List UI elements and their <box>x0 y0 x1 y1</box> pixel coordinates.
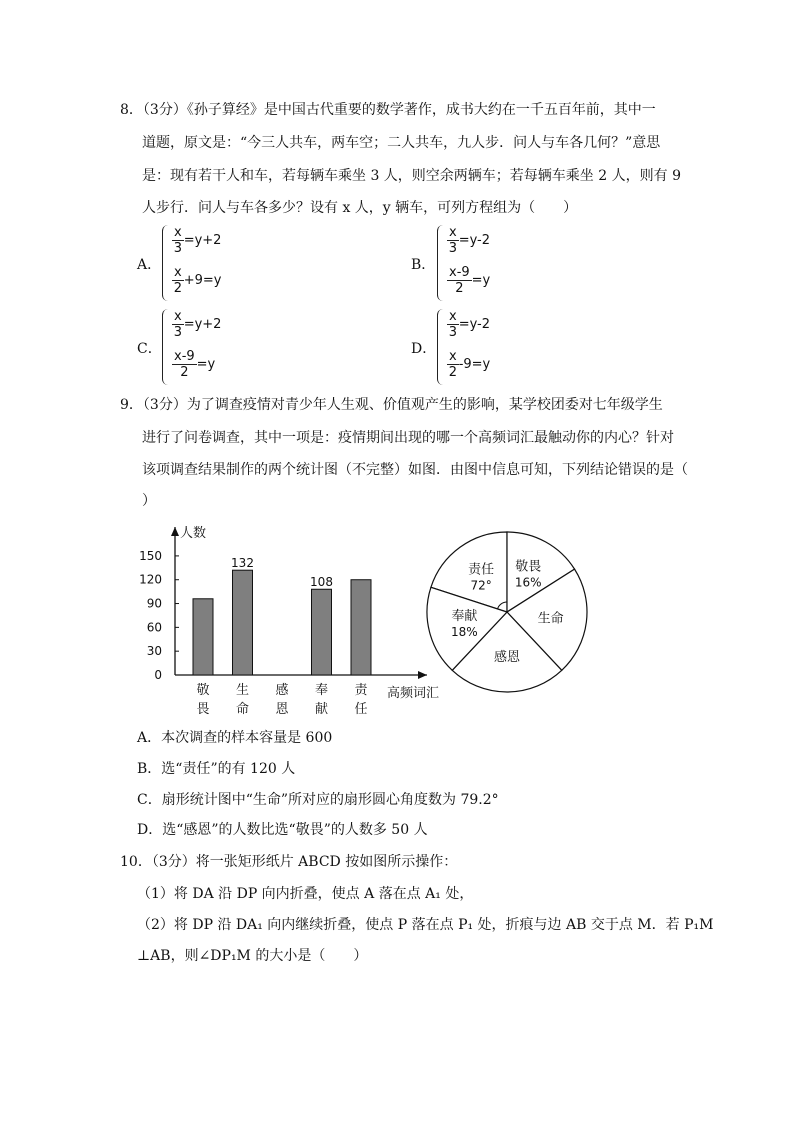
y-tick-label: 60 <box>146 620 162 635</box>
pie-slice-name: 感恩 <box>493 650 521 665</box>
y-tick-label: 30 <box>146 644 162 659</box>
q10-line-2: （1）将 DA 沿 DP 向内折叠，使点 A 落在点 A₁ 处， <box>137 886 474 902</box>
q9-option-a[interactable]: A．本次调查的样本容量是 600 <box>137 730 333 746</box>
pie-slice-value: 72° <box>470 578 492 593</box>
x-tick-label: 命 <box>235 702 250 717</box>
bar-data-label: 108 <box>310 575 333 590</box>
q8-line-4: 人步行．问人与车各多少？设有 x 人，y 辆车，可列方程组为（ ） <box>142 200 578 216</box>
x-tick-label: 畏 <box>196 702 210 717</box>
x-tick-label: 献 <box>314 702 329 717</box>
q8-option-b[interactable]: $\frac{x}{3}$ =y-2 $\frac{x-9}{2}$ =y <box>437 225 557 301</box>
q8-option-a-label: A． <box>137 257 162 273</box>
q9-option-d[interactable]: D．选“感恩”的人数比选“敬畏”的人数多 50 人 <box>137 822 428 838</box>
q9-line-1: 9．（3分）为了调查疫情对青少年人生观、价值观产生的影响，某学校团委对七年级学生 <box>120 397 663 413</box>
bar-生命 <box>233 570 253 675</box>
x-tick-label: 敬 <box>196 683 210 698</box>
q9-line-4: ） <box>142 493 156 509</box>
q8-line-2: 道题，原文是：“今三人共车，两车空；二人共车，九人步．问人与车各几何？”意思 <box>142 135 661 151</box>
x-tick-label: 责 <box>354 683 368 698</box>
y-tick-label: 120 <box>139 572 162 587</box>
q10-line-3: （2）将 DP 沿 DA₁ 向内继续折叠，使点 P 落在点 P₁ 处，折痕与边 AB 交于点 M．若 P₁M <box>137 917 714 933</box>
pie-slice-name: 责任 <box>468 562 495 578</box>
x-axis-title: 高频词汇 <box>387 686 440 701</box>
q8-option-a[interactable]: $\frac{x}{3}$ =y+2 $\frac{x}{2}$ +9=y <box>162 225 282 301</box>
x-tick-label: 任 <box>354 702 368 717</box>
y-tick-label: 90 <box>146 596 162 611</box>
q8-line-1: 8．（3分）《孙子算经》是中国古代重要的数学著作，成书大约在一千五百年前，其中一 <box>120 102 656 118</box>
bar-敬畏 <box>193 599 213 675</box>
pie-slice-name: 奉献 <box>451 608 478 624</box>
y-axis-arrow <box>171 527 179 536</box>
q9-option-c[interactable]: C．扇形统计图中“生命”所对应的扇形圆心角度数为 79.2° <box>137 792 499 808</box>
q8-option-d-label: D． <box>411 341 437 357</box>
y-tick-label: 150 <box>139 548 162 563</box>
x-tick-label: 恩 <box>275 702 289 717</box>
q9-line-2: 进行了问卷调查，其中一项是：疫情期间出现的哪一个高频词汇最触动你的内心？针对 <box>142 430 674 446</box>
pie-slice-value: 18% <box>451 624 478 639</box>
y-axis-title: 人数 <box>180 526 207 541</box>
bar-责任 <box>351 580 371 675</box>
q9-option-b[interactable]: B．选“责任”的有 120 人 <box>137 761 296 777</box>
y-tick-label: 0 <box>154 668 162 682</box>
bar-奉献 <box>312 589 332 675</box>
q9-line-3: 该项调查结果制作的两个统计图（不完整）如图．由图中信息可知，下列结论错误的是（ <box>142 462 688 478</box>
q8-line-3: 是：现有若干人和车，若每辆车乘坐 3 人，则空余两辆车；若每辆车乘坐 2 人，则有 9 <box>142 168 681 184</box>
x-tick-label: 奉 <box>314 683 329 698</box>
bar-chart <box>130 515 450 720</box>
pie-slice-value: 16% <box>514 575 542 590</box>
bar-data-label: 132 <box>231 556 254 571</box>
x-tick-label: 感 <box>275 683 289 698</box>
q8-option-d[interactable]: $\frac{x}{3}$ =y-2 $\frac{x}{2}$ -9=y <box>437 309 557 385</box>
pie-chart <box>425 530 590 695</box>
q8-option-c-label: C． <box>137 341 162 357</box>
q10-line-4: ⊥AB，则∠DP₁M 的大小是（ ） <box>137 948 368 964</box>
x-tick-label: 生 <box>235 683 250 698</box>
pie-slice-name: 生命 <box>537 611 564 627</box>
q8-option-c[interactable]: $\frac{x}{3}$ =y+2 $\frac{x-9}{2}$ =y <box>162 309 282 385</box>
q10-line-1: 10．（3分）将一张矩形纸片 ABCD 按如图所示操作： <box>120 854 458 870</box>
q8-option-b-label: B． <box>411 257 436 273</box>
pie-slice-name: 敬畏 <box>515 559 542 575</box>
